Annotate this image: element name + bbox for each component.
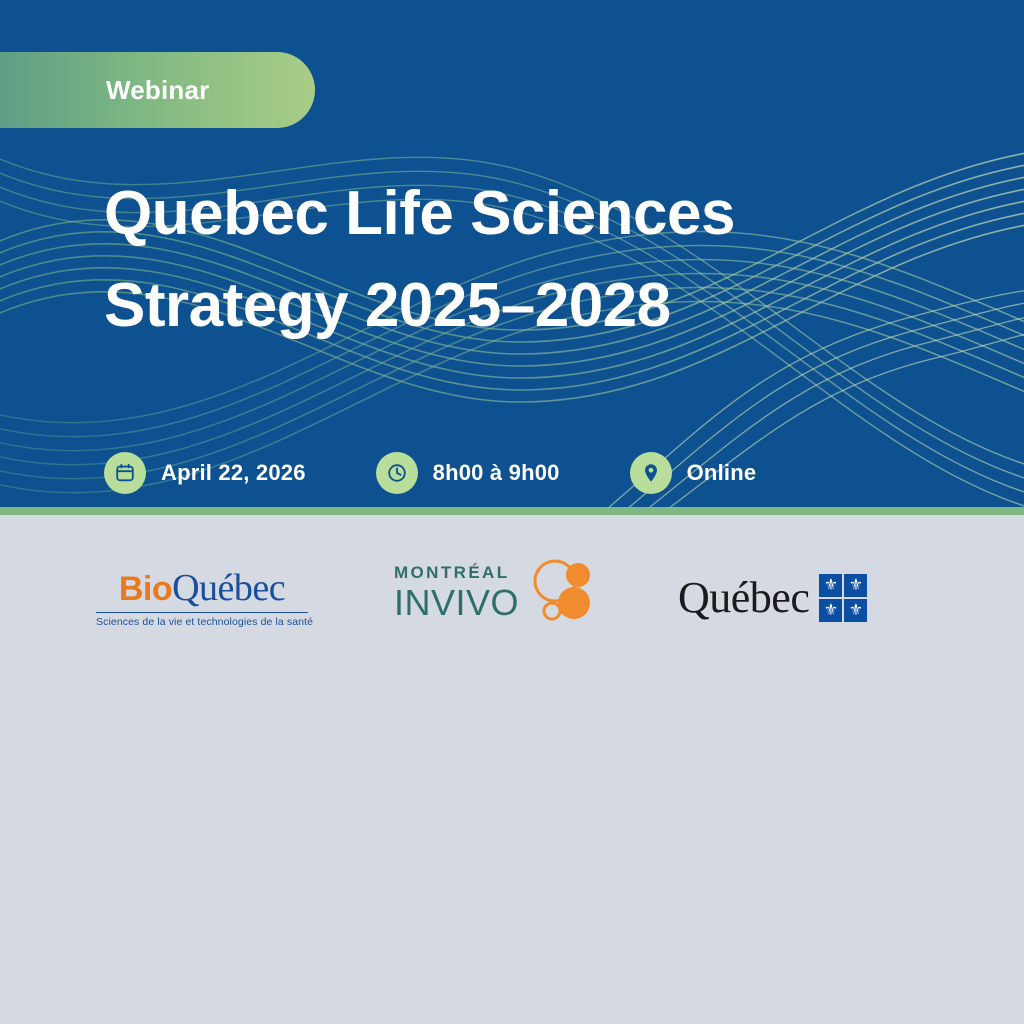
logo-bioquebec-tagline: Sciences de la vie et technologies de la santé [96, 612, 308, 628]
event-location-label: Online [686, 460, 757, 485]
event-date [104, 452, 306, 494]
quebec-flag-icon [819, 574, 867, 622]
logo-bioquebec-bio: Bio [118, 569, 173, 608]
logo-montreal-invivo [394, 563, 592, 633]
flag-cell-1: ⚜ [819, 574, 842, 597]
webinar-badge [0, 52, 315, 128]
event-date-label: April 22, 2026 [161, 460, 306, 485]
clock-icon [376, 452, 418, 494]
event-time-label: 8h00 à 9h00 [432, 460, 560, 485]
event-time [376, 452, 560, 494]
location-pin-icon [630, 452, 672, 494]
partner-logo-bar [0, 523, 1024, 1024]
logo-invivo-line-2: INVIVO [394, 582, 520, 623]
page-title-line-1: Quebec Life Sciences [104, 179, 735, 248]
flag-cell-4: ⚜ [844, 599, 867, 622]
logo-gouv-wordmark: Québec [678, 573, 810, 622]
calendar-icon [104, 452, 146, 494]
logo-bioquebec-quebec: Québec [172, 566, 286, 609]
webinar-badge-label: Webinar [106, 74, 210, 105]
event-details [104, 452, 756, 494]
logo-bioquebec [96, 566, 314, 628]
partner-logos [96, 563, 867, 633]
hero-divider [0, 507, 1024, 515]
logo-invivo-line-1: MONTRÉAL [394, 563, 510, 582]
flag-cell-2: ⚜ [844, 574, 867, 597]
flag-cell-3: ⚜ [819, 599, 842, 622]
page-title-line-2: Strategy 2025–2028 [104, 270, 671, 340]
logo-gouvernement-quebec [678, 574, 867, 622]
event-location [630, 452, 757, 494]
logo-bioquebec-wordmark [96, 566, 308, 609]
logo-invivo-bubbles-icon [522, 559, 596, 629]
page-title [104, 168, 884, 352]
